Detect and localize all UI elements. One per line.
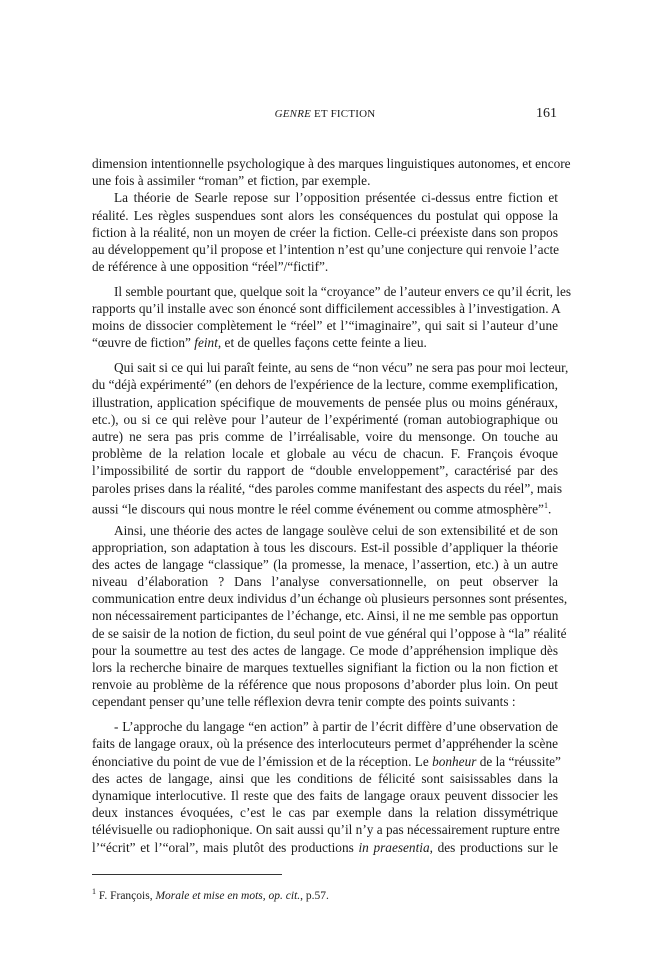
text-line — [92, 359, 569, 376]
paragraph — [92, 189, 558, 275]
text-line — [92, 480, 563, 497]
text-segment: dynamique interlocutive. Il reste que des faits de langage oraux peuvent dissocier les — [92, 787, 558, 803]
text-segment: in praesentia — [358, 839, 430, 855]
text-segment: moins de dissocier complètement le “réel” et l’“imaginaire”, qui sait si l’auteur d’une — [92, 318, 558, 334]
text-line — [92, 642, 558, 659]
footnote-title: Morale et mise en mots, op. cit. — [155, 889, 301, 902]
footnote-number: 1 — [92, 887, 96, 896]
text-segment: énonciative du point de vue de l’émission et de la réception. Le — [92, 753, 433, 769]
text-segment: communication entre deux individus d’un échange où plusieurs personnes sont présentes, — [92, 591, 568, 607]
text-line — [92, 172, 558, 189]
running-head-genre: GENRE — [274, 108, 312, 120]
text-segment: autre) ne sera pas pris comme de l’irréalisable, voire du mensonge. On touche au — [92, 429, 558, 444]
text-segment: problème de la relation locale et globale au vécu de chacun. F. François évoque — [92, 446, 558, 462]
footnote-author: F. François, — [96, 889, 156, 902]
text-segment: lors la recherche binaire de marques textuelles signifiant la fiction ou la non fiction et — [92, 660, 558, 676]
running-head-rest: ET FICTION — [311, 108, 376, 120]
text-segment: . — [547, 501, 552, 517]
paragraph — [92, 522, 568, 711]
text-line — [92, 676, 558, 693]
text-segment: Ainsi, une théorie des actes de langage soulève celui de son extensibilité et de son — [114, 522, 558, 538]
text-segment: illustration, application spécifique de mouvements de pensée plus ou moins généraux, — [92, 394, 558, 410]
text-line — [92, 625, 567, 642]
paragraph — [92, 359, 569, 517]
text-segment: , et de quelles façons cette feinte a lieu. — [217, 335, 427, 351]
text-segment: bonheur — [432, 753, 477, 769]
text-segment: télévisuelle ou radiophonique. On sait aussi qu’il n’y a pas nécessairement rupture entre — [92, 822, 560, 838]
footnote-rest: , p.57. — [300, 889, 329, 902]
text-segment: l’“écrit” et l’“oral”, mais plutôt des productions — [92, 839, 359, 855]
text-segment: Il semble pourtant que, quelque soit la “croyance” de l’auteur envers ce qu’il écrit, les — [114, 283, 572, 299]
text-segment: au développement qu’il propose et l’intention n’est qu’une conjecture qui renvoie l’acte — [92, 241, 560, 257]
text-line — [92, 497, 558, 517]
text-line — [92, 258, 558, 275]
text-line — [92, 155, 571, 172]
text-segment: pour la soumettre au test des actes de langage. Ce mode d’appréhension implique dès — [92, 642, 558, 658]
text-segment: - L’approche du langage “en action” à partir de l’écrit diffère d’une observation de — [114, 719, 558, 735]
text-line — [92, 522, 558, 539]
text-segment: appropriation, son adaptation à tous les discours. Est-il possible d’appliquer la théorie — [92, 539, 558, 555]
page-number: 161 — [536, 106, 557, 121]
text-segment: réalité. Les règles suspendues sont alors les conséquences du postulat qui oppose la — [92, 207, 558, 223]
text-segment: de référence à une opposition “réel”/“fictif”. — [92, 259, 329, 275]
text-line — [92, 394, 558, 411]
text-line — [92, 376, 558, 393]
text-segment: une fois à assimiler “roman” et fiction, par exemple. — [92, 173, 371, 189]
text-line — [92, 411, 558, 428]
text-line — [92, 753, 561, 770]
text-segment: rapports qu’il installe avec son énoncé sont difficilement accessibles à l’investigation. A — [92, 301, 561, 317]
text-segment: renvoie au problème de la référence que nous proposons d’aborder plus loin. On peut — [92, 677, 558, 693]
body-text — [92, 155, 572, 863]
text-line — [92, 839, 558, 856]
text-segment: paroles prises dans la réalité, “des paroles comme manifestant des aspects du réel”, mais — [92, 480, 563, 496]
footnote-divider — [92, 874, 282, 875]
text-segment: Qui sait si ce qui lui paraît feinte, au sens de “non vécu” ne sera pas pour moi lecteur, — [114, 360, 569, 376]
paragraph — [92, 155, 571, 189]
paragraph — [92, 283, 572, 352]
text-line — [92, 590, 568, 607]
text-line — [92, 283, 572, 300]
text-segment: faits de langage oraux, où la présence des interlocuteurs permet d’appréhender la scène — [92, 736, 558, 752]
text-segment: La théorie de Searle repose sur l’opposition présentée ci-dessus entre fiction et — [114, 190, 558, 206]
text-line — [92, 735, 558, 752]
text-line — [92, 787, 558, 804]
text-line — [92, 770, 558, 787]
text-segment: feint — [194, 335, 218, 351]
text-segment: de la “réussite” — [476, 753, 561, 769]
text-segment: l’impossibilité de sortir du rapport de “double enveloppement”, caractérisé par des — [92, 463, 558, 479]
text-line — [92, 207, 558, 224]
text-segment: etc.), ou si ce qui relève pour l’auteur de l’expérimenté (roman autobiographique ou — [92, 411, 558, 427]
text-line — [92, 445, 558, 462]
text-line — [92, 317, 558, 334]
text-segment: , des productions sur le — [429, 839, 558, 855]
text-line — [92, 659, 558, 676]
text-line — [92, 556, 558, 573]
text-segment: de se saisir de la notion de fiction, du seul point de vue général qui l’oppose à “la” réalité — [92, 625, 567, 641]
text-line — [92, 224, 558, 241]
text-line — [92, 300, 561, 317]
text-segment: du “déjà expérimenté” (en dehors de l'expérience de la lecture, comme exemplification, — [92, 377, 558, 393]
footnote-ref: 1 — [543, 500, 548, 510]
text-segment: des actes de langage, ainsi que les conditions de félicité sont saisissables dans la — [92, 770, 558, 786]
text-line — [92, 539, 558, 556]
text-line — [92, 573, 558, 590]
text-segment: fiction à la réalité, non un moyen de créer la fiction. Celle-ci préexiste dans son propos — [92, 224, 558, 240]
text-segment: niveau d’élaboration ? Dans l’analyse conversationnelle, on peut observer la — [92, 574, 558, 590]
text-segment: “œuvre de fiction” — [92, 335, 195, 351]
text-segment: non nécessairement participantes de l’échange, etc. Ainsi, il ne me semble pas opportun — [92, 608, 559, 624]
text-line — [92, 607, 558, 624]
text-line — [92, 693, 558, 710]
text-line — [92, 821, 558, 838]
text-segment: des actes de langage “classique” (la promesse, la menace, l’assertion, etc.) à un autre — [92, 556, 558, 572]
text-segment: deux instances évoquées, c’est le cas par exemple dans la relation dissymétrique — [92, 805, 558, 821]
text-line — [92, 462, 558, 479]
footnote — [92, 887, 329, 902]
text-line — [92, 718, 558, 735]
text-line — [92, 189, 558, 206]
paragraph — [92, 718, 561, 856]
text-line — [92, 241, 558, 258]
text-segment: cependant penser qu’une telle réflexion devra tenir compte des points suivants : — [92, 694, 516, 710]
text-line — [92, 804, 558, 821]
text-line — [92, 334, 558, 351]
text-line — [92, 428, 558, 445]
text-segment: aussi “le discours qui nous montre le réel comme événement ou comme atmosphère” — [92, 501, 544, 517]
text-segment: dimension intentionnelle psychologique à des marques linguistiques autonomes, et encore — [92, 156, 571, 171]
